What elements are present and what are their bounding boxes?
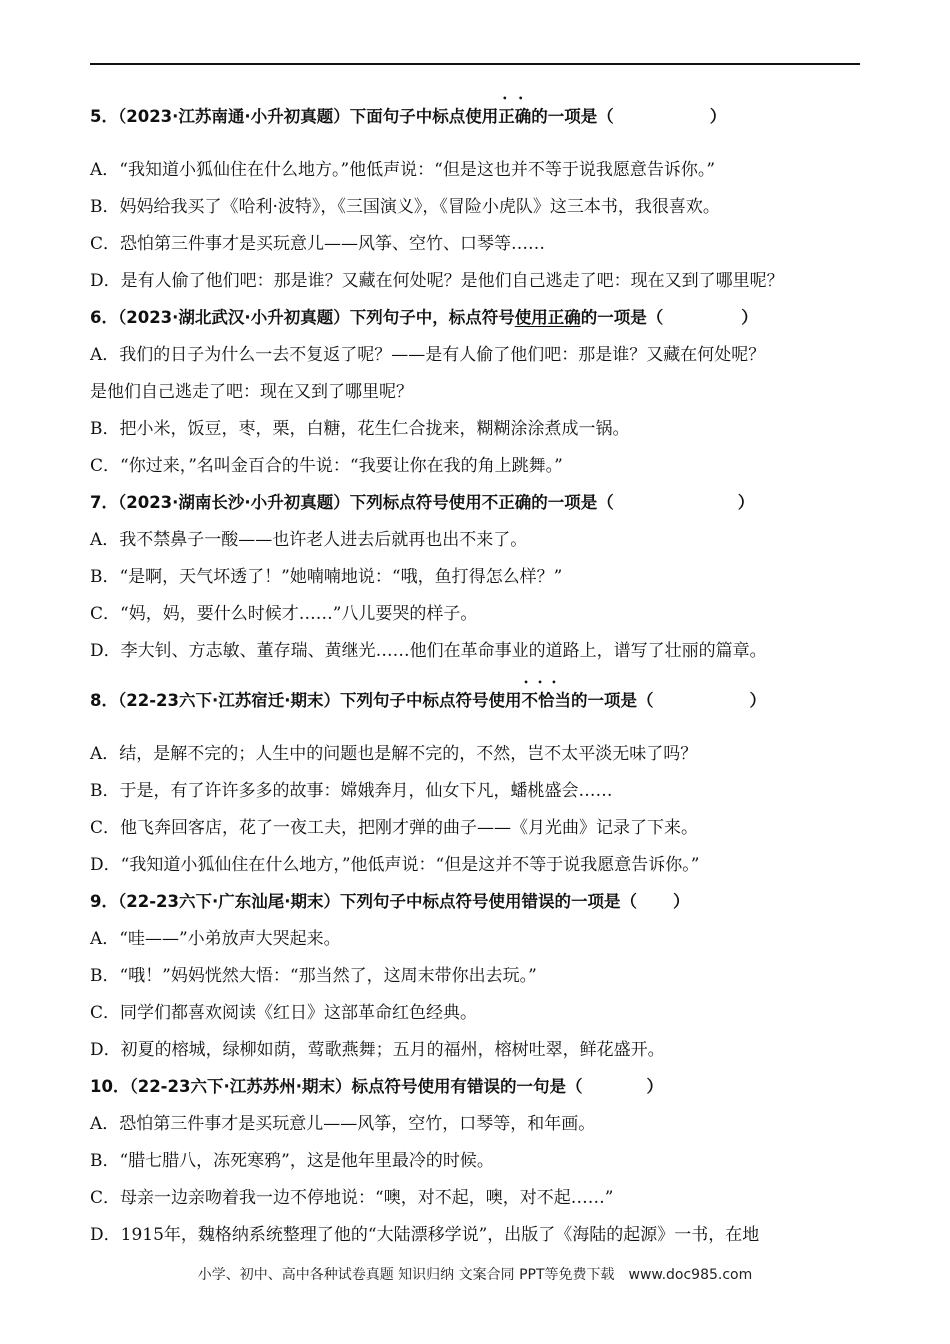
option-5d: D．是有人偷了他们吧：那是谁？又藏在何处呢？是他们自己逃走了吧：现在又到了哪里呢？ [90, 271, 784, 291]
option-8c: C．他飞奔回客店，花了一夜工夫，把刚才弹的曲子——《月光曲》记录了下来。 [90, 818, 699, 838]
option-6c: C．“你过来，”名叫金百合的牛说：“我要让你在我的角上跳舞。” [90, 456, 563, 476]
question-10-stem: 10．（22-23六下·江苏苏州·期末）标点符号使用有错误的一句是（ ） [90, 1077, 664, 1096]
page-footer [0, 1264, 950, 1284]
question-6-stem: 6．（2023·湖北武汉·小升初真题）下列句子中，标点符号使用正确的一项是（ ） [90, 308, 758, 327]
option-6b: B．把小米，饭豆，枣，栗，白糖，花生仁合拢来，糊糊涂涂煮成一锅。 [90, 419, 630, 439]
emphasis-mark: • • 正确 [498, 106, 531, 128]
option-10b: B．“腊七腊八，冻死寒鸦”，这是他年里最冷的时候。 [90, 1151, 494, 1171]
option-9a: A．“哇——”小弟放声大哭起来。 [90, 929, 341, 949]
option-7c: C．“妈，妈，要什么时候才……”八儿要哭的样子。 [90, 604, 478, 624]
footer-link[interactable]: www.doc985.com [628, 1267, 753, 1283]
option-5c: C．恐怕第三件事才是买玩意儿——风筝、空竹、口琴等…… [90, 234, 546, 254]
option-10c: C．母亲一边亲吻着我一边不停地说：“噢，对不起，噢，对不起……” [90, 1188, 614, 1208]
option-6a: A．我们的日子为什么一去不复返了呢？——是有人偷了他们吧：那是谁？又藏在何处呢？ [90, 345, 766, 365]
question-8-stem: 8．（22-23六下·江苏宿迁·期末）下列句子中标点符号使用• • • 不恰当的一项是（ ） [90, 690, 766, 712]
option-9c: C．同学们都喜欢阅读《红日》这部革命红色经典。 [90, 1003, 478, 1023]
header-rule [90, 63, 860, 65]
option-7b: B．“是啊，天气坏透了！”她喃喃地说：“哦，鱼打得怎么样？” [90, 567, 563, 587]
option-6a-continued: 是他们自己逃走了吧：现在又到了哪里呢？ [90, 382, 413, 402]
option-8a: A．结，是解不完的；人生中的问题也是解不完的，不然，岂不太平淡无味了吗？ [90, 744, 698, 764]
question-9-stem: 9．（22-23六下·广东汕尾·期末）下列句子中标点符号使用错误的一项是（ ） [90, 892, 690, 911]
option-10d: D．1915年，魏格纳系统整理了他的“大陆漂移学说”，出版了《海陆的起源》一书，在地 [90, 1225, 760, 1245]
emphasis-underline: 使用正确 [514, 308, 581, 327]
option-5a: A．“我知道小狐仙住在什么地方。”他低声说：“但是这也并不等于说我愿意告诉你。” [90, 160, 716, 180]
option-8d: D．“我知道小狐仙住在什么地方，”他低声说：“但是这并不等于说我愿意告诉你。” [90, 855, 700, 875]
option-7d: D．李大钊、方志敏、董存瑞、黄继光……他们在革命事业的道路上，谱写了壮丽的篇章。 [90, 641, 767, 661]
option-9b: B．“哦！”妈妈恍然大悟：“那当然了，这周末带你出去玩。” [90, 966, 537, 986]
option-9d: D．初夏的榕城，绿柳如荫，莺歌燕舞；五月的福州，榕树吐翠，鲜花盛开。 [90, 1040, 665, 1060]
option-8b: B．于是，有了许许多多的故事：嫦娥奔月，仙女下凡，蟠桃盛会…… [90, 781, 613, 801]
option-7a: A．我不禁鼻子一酸——也许老人进去后就再也出不来了。 [90, 530, 528, 550]
question-7-stem: 7．（2023·湖南长沙·小升初真题）下列标点符号使用不正确的一项是（ ） [90, 493, 755, 512]
question-5-stem: 5．（2023·江苏南通·小升初真题）下面句子中标点使用• • 正确的一项是（ ） [90, 106, 726, 128]
option-10a: A．恐怕第三件事才是买玩意儿——风筝，空竹，口琴等，和年画。 [90, 1114, 596, 1134]
footer-text: 小学、初中、高中各种试卷真题 知识归纳 文案合同 PPT等免费下载 [197, 1267, 615, 1283]
option-5b: B．妈妈给我买了《哈利·波特》，《三国演义》，《冒险小虎队》这三本书，我很喜欢。 [90, 197, 720, 217]
emphasis-mark: • • • 不恰当 [522, 690, 572, 712]
